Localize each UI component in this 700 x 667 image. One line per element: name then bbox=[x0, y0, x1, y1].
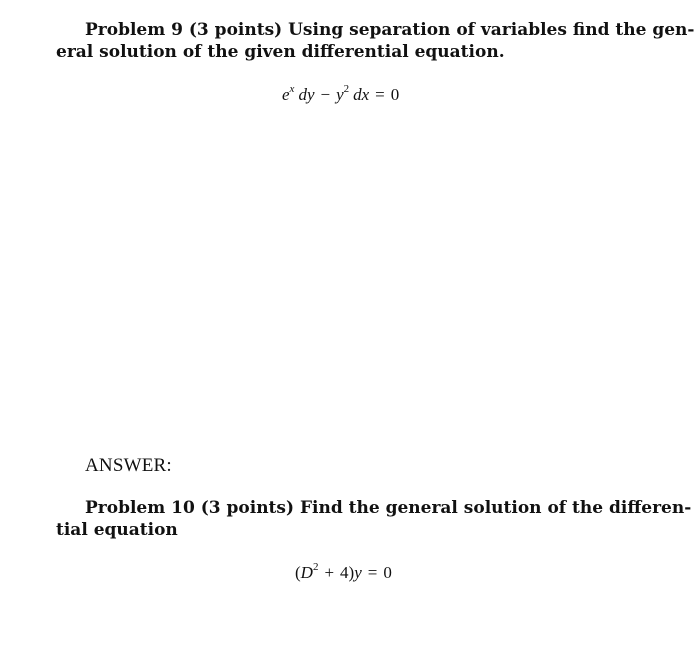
eq2-open-paren: ( bbox=[295, 563, 301, 582]
problem-10-line-1: Problem 10 (3 points) Find the general solution of the differen- bbox=[85, 498, 692, 518]
equation-2 bbox=[295, 563, 392, 583]
eq2-plus: + bbox=[324, 563, 335, 582]
eq1-minus: − bbox=[320, 85, 331, 104]
eq2-equals: = bbox=[367, 563, 378, 582]
problem-10-text bbox=[56, 497, 692, 541]
eq2-rhs: 0 bbox=[383, 563, 392, 582]
eq1-y-exponent: 2 bbox=[343, 83, 350, 95]
eq2-D-exponent: 2 bbox=[312, 561, 319, 573]
problem-9-text bbox=[56, 19, 695, 63]
problem-9-line-1: Problem 9 (3 points) Using separation of variables find the gen- bbox=[85, 20, 695, 40]
eq1-dy: dy bbox=[298, 85, 315, 104]
eq2-y: y bbox=[354, 563, 362, 582]
problem-10-line-2: tial equation bbox=[56, 520, 178, 540]
eq1-y: y bbox=[336, 85, 344, 104]
eq1-e: e bbox=[282, 85, 290, 104]
eq1-rhs: 0 bbox=[390, 85, 400, 104]
eq2-D: D bbox=[300, 563, 313, 582]
problem-9-line-2: eral solution of the given differential equation. bbox=[56, 42, 505, 62]
eq2-four: 4 bbox=[340, 563, 349, 582]
equation-1 bbox=[282, 85, 399, 105]
eq1-exponent: x bbox=[289, 83, 295, 95]
answer-label: ANSWER: bbox=[85, 455, 172, 476]
eq1-dx: dx bbox=[353, 85, 370, 104]
eq1-equals: = bbox=[375, 85, 385, 104]
eq2-close-paren: ) bbox=[348, 563, 355, 582]
